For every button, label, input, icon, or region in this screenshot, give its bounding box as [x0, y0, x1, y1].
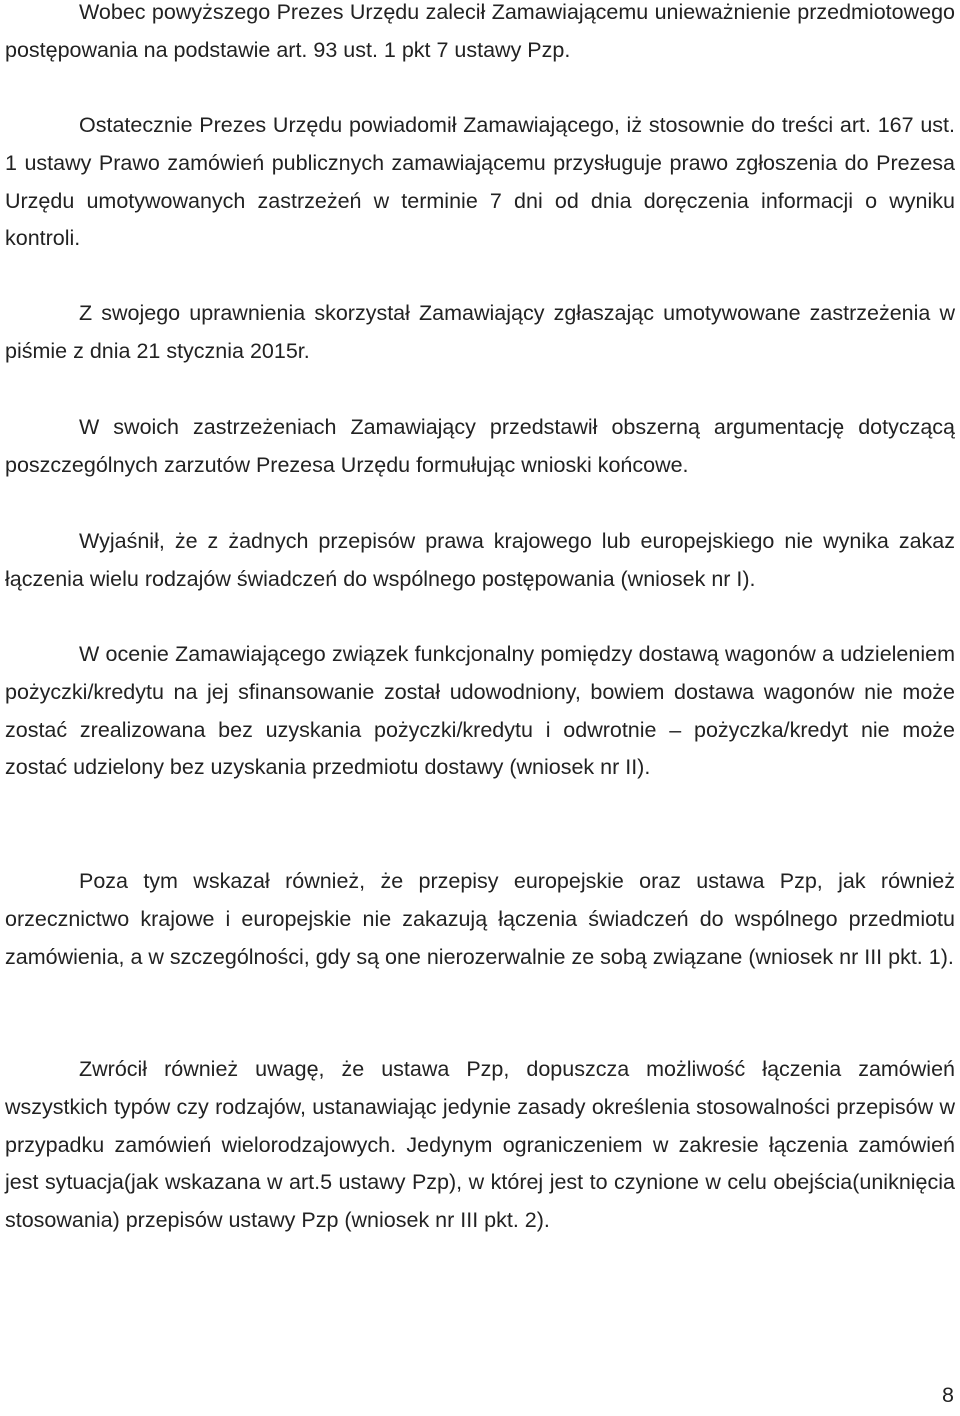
paragraph-argumentation: W swoich zastrzeżeniach Zamawiający przedstawił obszerną argumentację dotyczącą poszczególnych zarzutów Prezesa Urzędu formułując wnioski końcowe.: [5, 415, 955, 477]
page-number: 8: [942, 1383, 954, 1407]
paragraph-request-iii-2: Zwrócił również uwagę, że ustawa Pzp, dopuszcza możliwość łączenia zamówień wszystkich typów czy rodzajów, ustanawiając jedynie zasady określenia stosowalności przepisów w przypadku zamówień wielorodzajowych. Jedynym ograniczeniem w zakresie łączenia zamówień jest sytuacja(jak wskazana w art.5 ustawy Pzp), w której jest to czynione w celu obejścia(uniknięcia stosowania) przepisów ustawy Pzp (wniosek nr III pkt. 2).: [5, 1057, 955, 1233]
paragraph-request-i: Wyjaśnił, że z żadnych przepisów prawa krajowego lub europejskiego nie wynika zakaz łączenia wielu rodzajów świadczeń do wspólnego postępowania (wniosek nr I).: [5, 529, 955, 591]
paragraph-objection-filed: Z swojego uprawnienia skorzystał Zamawiający zgłaszając umotywowane zastrzeżenia w piśmie z dnia 21 stycznia 2015r.: [5, 301, 955, 363]
paragraph-request-iii-1: Poza tym wskazał również, że przepisy europejskie oraz ustawa Pzp, jak również orzecznictwo krajowe i europejskie nie zakazują łączenia świadczeń do wspólnego przedmiotu zamówienia, a w szczególności, gdy są one nierozerwalnie ze sobą związane (wniosek nr III pkt. 1).: [5, 869, 955, 969]
paragraph-objection-right: Ostatecznie Prezes Urzędu powiadomił Zamawiającego, iż stosownie do treści art. 167 ust. 1 ustawy Prawo zamówień publicznych zamawiającemu przysługuje prawo zgłoszenia do Prezesa Urzędu umotywowanych zastrzeżeń w terminie 7 dni od dnia doręczenia informacji o wyniku kontroli.: [5, 113, 955, 251]
paragraph-annulment-recommendation: Wobec powyższego Prezes Urzędu zalecił Zamawiającemu unieważnienie przedmiotowego postępowania na podstawie art. 93 ust. 1 pkt 7 ustawy Pzp.: [5, 0, 955, 62]
paragraph-request-ii: W ocenie Zamawiającego związek funkcjonalny pomiędzy dostawą wagonów a udzieleniem pożyczki/kredytu na jej sfinansowanie został udowodniony, bowiem dostawa wagonów nie może zostać zrealizowana bez uzyskania pożyczki/kredytu i odwrotnie – pożyczka/kredyt nie może zostać udzielony bez uzyskania przedmiotu dostawy (wniosek nr II).: [5, 642, 955, 780]
